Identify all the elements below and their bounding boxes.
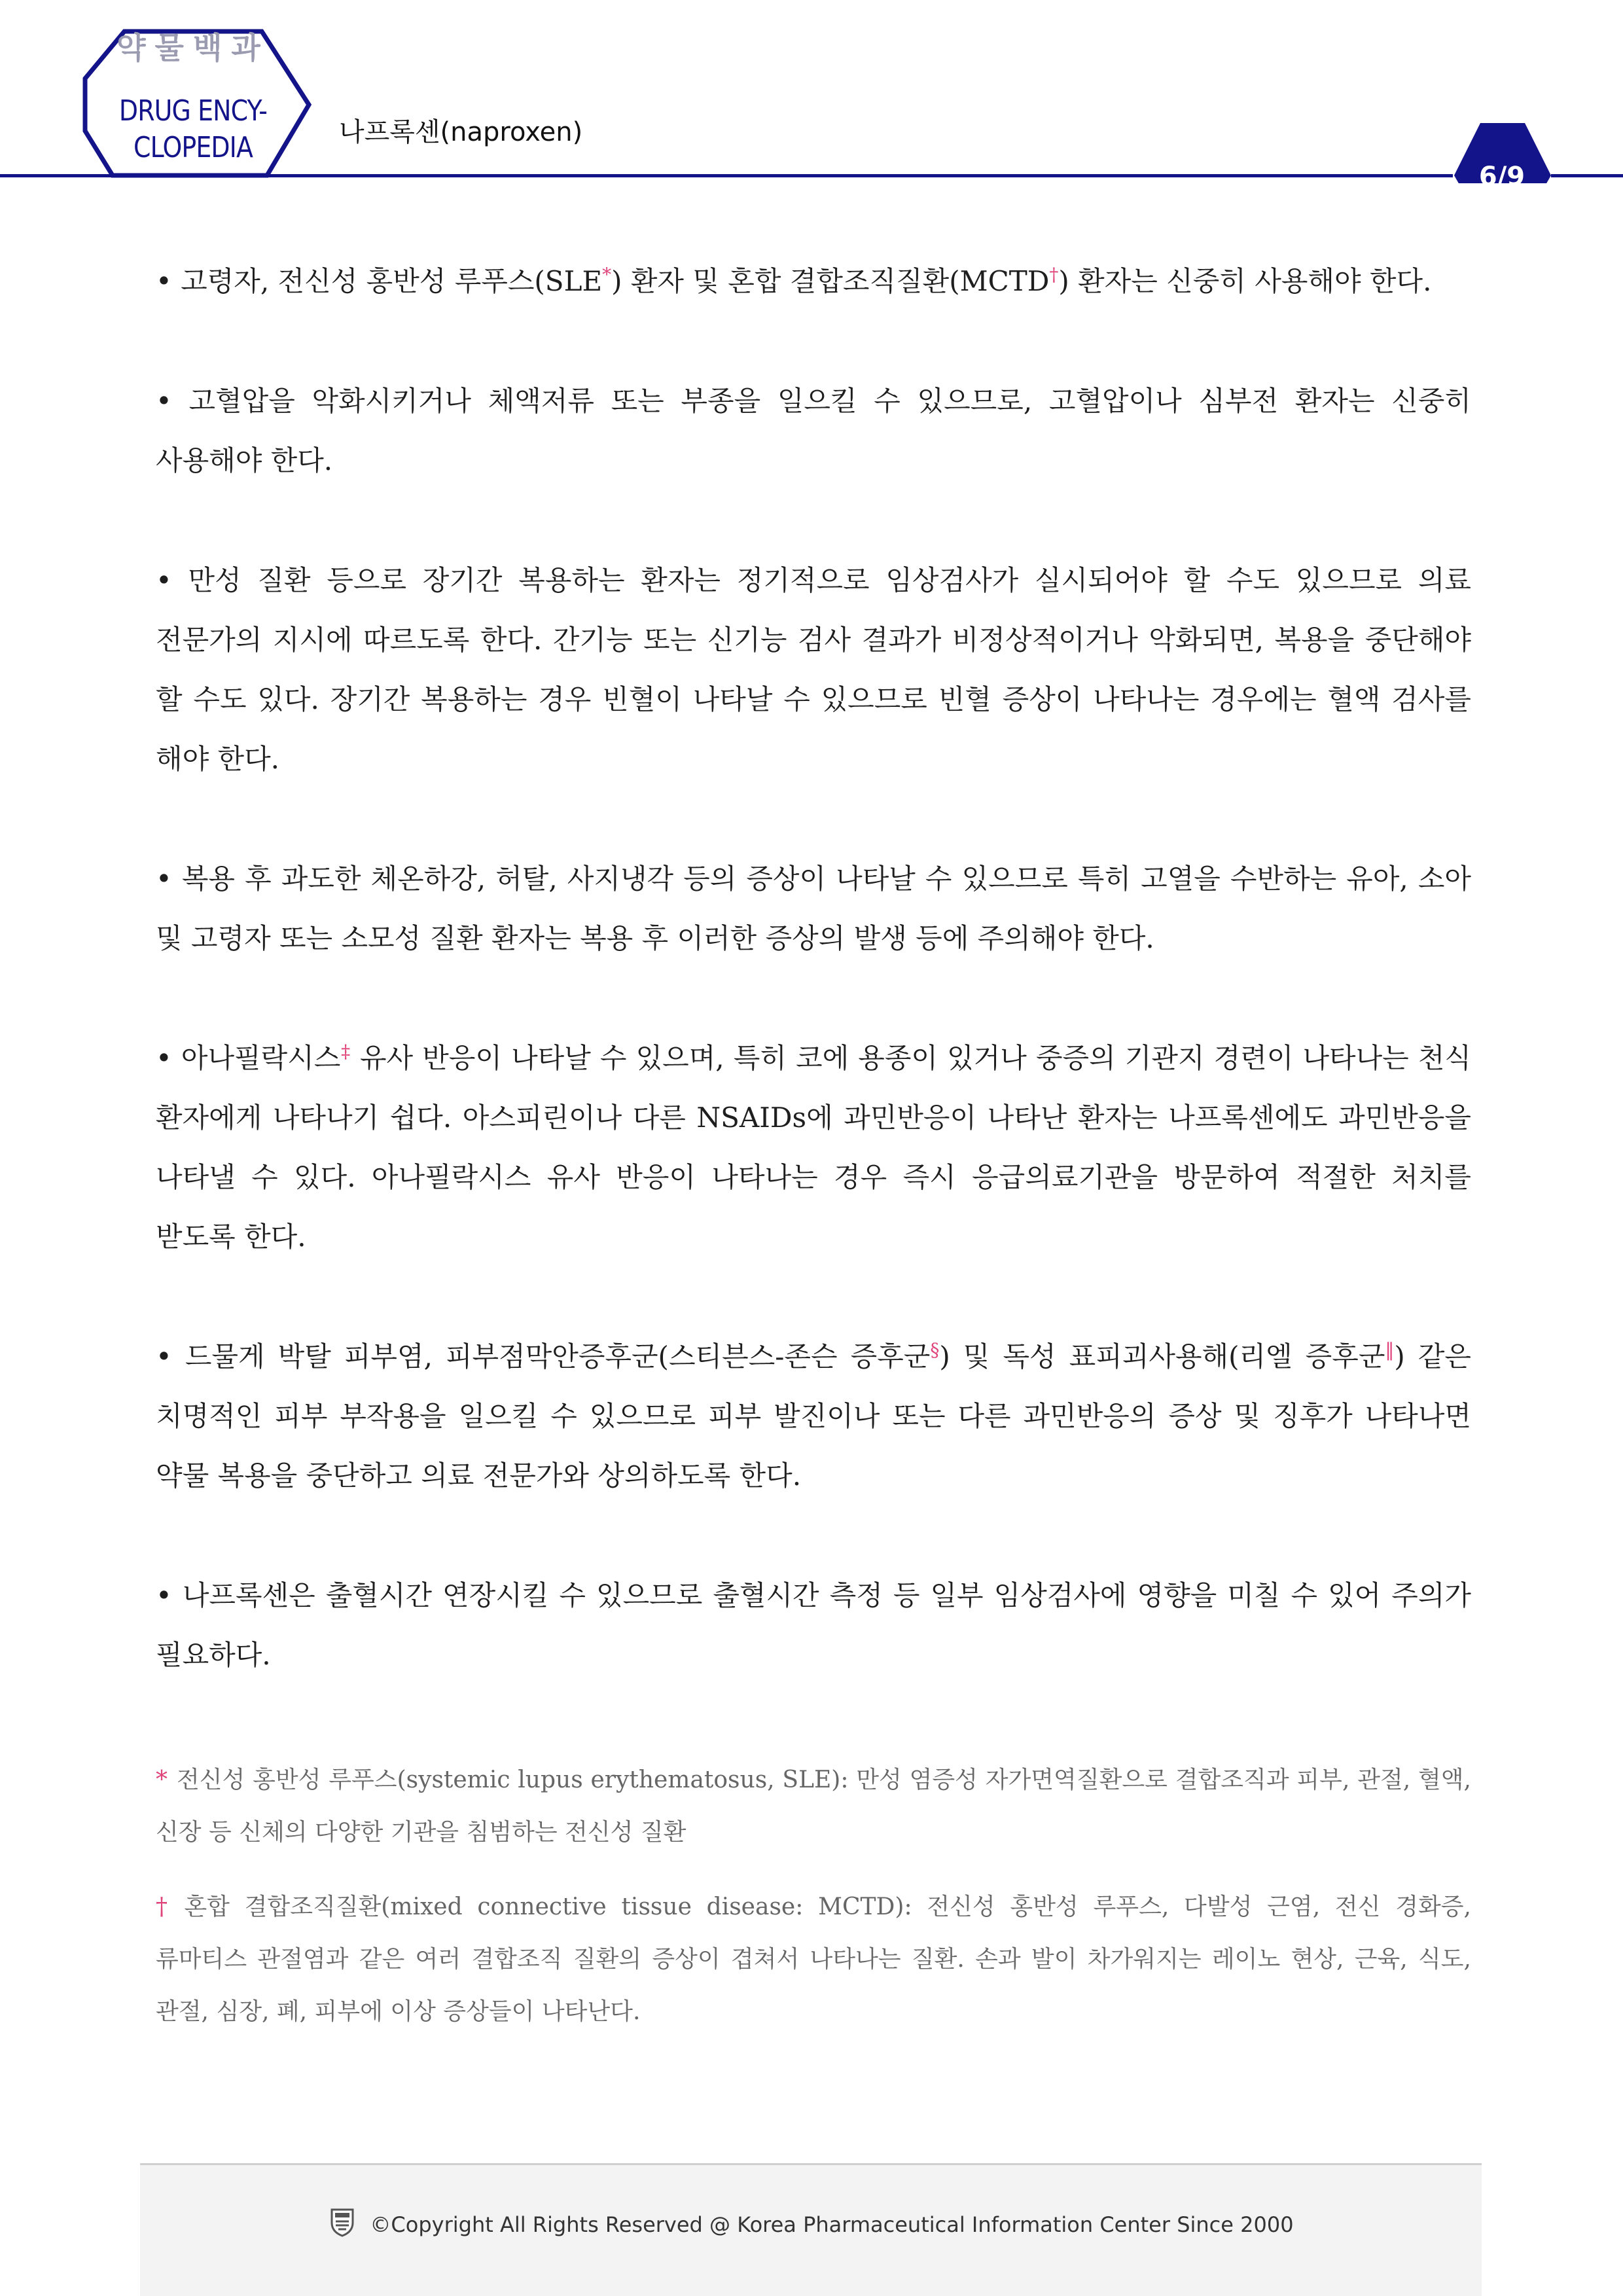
caution-paragraph-elderly-sle [156,251,1471,311]
footnote-mark: * [156,1767,168,1793]
paragraph-text: 고혈압을 악화시키거나 체액저류 또는 부종을 일으킬 수 있으므로, 고혈압이나 심부전 환자는 신중히 사용해야 한다. [156,385,1471,476]
page-header [0,0,1623,192]
header-rule-right [267,174,1453,177]
header-rule-end [1551,174,1623,177]
bullet: • [156,1579,172,1611]
footnote-text: 혼합 결합조직질환(mixed connective tissue disease: MCTD): 전신성 홍반성 루푸스, 다발성 근염, 전신 경화증, 류마티스 관절염과 같은 여러 결합조직 질환의 증상이 겹쳐서 나타나는 질환. 손과 발이 차가워지는 레이노 현상, 근육, 식도, 관절, 심장, 폐, 피부에 이상 증상들이 나타난다. [156,1893,1471,2025]
page-number: 6/9 [1478,162,1525,192]
caution-paragraph-anaphylaxis [156,1028,1471,1266]
footnote-ref-dagger: † [1049,264,1059,285]
caution-paragraph-hypothermia [156,849,1471,968]
logo-english-line2: CLOPEDIA [134,131,253,164]
footnote-mctd [156,1881,1471,2038]
header-rule-left [0,174,124,177]
paragraph-text: 고령자, 전신성 홍반성 루푸스(SLE [181,265,603,297]
paragraph-text: ) 환자는 신중히 사용해야 한다. [1058,265,1432,297]
caution-paragraph-hypertension [156,371,1471,490]
paragraph-text: ) 및 독성 표피괴사용해(리엘 증후군 [939,1340,1385,1372]
bullet: • [156,863,172,895]
page-footer [0,2207,1623,2242]
paragraph-text: 나프록센은 출혈시간 연장시킬 수 있으므로 출혈시간 측정 등 일부 임상검사에 영향을 미칠 수 있어 주의가 필요하다. [156,1579,1471,1671]
paragraph-text: 유사 반응이 나타날 수 있으며, 특히 코에 용종이 있거나 중증의 기관지 경련이 나타나는 천식 환자에게 나타나기 쉽다. 아스피린이나 다른 NSAIDs에 과민반응이 나타난 환자는 나프록센에도 과민반응을 나타낼 수 있다. 아나필락시스 유사 반응이 나타나는 경우 즉시 응급의료기관을 방문하여 적절한 처치를 받도록 한다. [156,1042,1471,1253]
footnote-sle [156,1754,1471,1859]
copyright-text: ©Copyright All Rights Reserved @ Korea Pharmaceutical Information Center Since 2000 [370,2212,1294,2237]
bullet: • [156,564,172,596]
footnote-ref-double-dagger: ‡ [340,1041,351,1062]
bullet: • [156,1340,172,1372]
logo-english-line1: DRUG ENCY- [118,94,268,128]
bullet: • [156,265,172,297]
bullet: • [156,385,172,417]
footnote-text: 전신성 홍반성 루푸스(systemic lupus erythematosus, SLE): 만성 염증성 자가면역질환으로 결합조직과 피부, 관절, 혈액, 신장 등 신체의 다양한 기관을 침범하는 전신성 질환 [156,1767,1471,1846]
paragraph-text: 복용 후 과도한 체온하강, 허탈, 사지냉각 등의 증상이 나타날 수 있으므로 특히 고열을 수반하는 유아, 소아 및 고령자 또는 소모성 질환 환자는 복용 후 이러한 증상의 발생 등에 주의해야 한다. [156,863,1471,954]
footnote-ref-asterisk: * [602,264,612,285]
paragraph-text: 아나필락시스 [181,1042,341,1074]
footnote-ref-parallel: ‖ [1385,1339,1395,1361]
footnote-ref-section: § [930,1339,940,1361]
paragraph-text: ) 환자 및 혼합 결합조직질환(MCTD [611,265,1050,297]
caution-paragraph-bleeding-time [156,1566,1471,1685]
kpic-shield-icon [329,2207,355,2242]
footnote-mark: † [156,1893,175,1920]
caution-paragraph-long-term-use [156,550,1471,789]
bullet: • [156,1042,172,1074]
paragraph-text: ) 같은 치명적인 피부 부작용을 일으킬 수 있으므로 피부 발진이나 또는 다른 과민반응의 증상 및 징후가 나타나면 약물 복용을 중단하고 의료 전문가와 상의하도록 한다. [156,1340,1472,1492]
paragraph-text: 만성 질환 등으로 장기간 복용하는 환자는 정기적으로 임상검사가 실시되어야 할 수도 있으므로 의료 전문가의 지시에 따르도록 한다. 간기능 또는 신기능 검사 결과가 비정상적이거나 악화되면, 복용을 중단해야 할 수도 있다. 장기간 복용하는 경우 빈혈이 나타날 수 있으므로 빈혈 증상이 나타나는 경우에는 혈액 검사를 해야 한다. [156,564,1471,775]
paragraph-text: 드물게 박탈 피부염, 피부점막안증후군(스티븐스-존슨 증후군 [185,1340,931,1372]
logo-korean: 약물백과 [116,30,270,65]
caution-paragraph-skin-reactions [156,1327,1471,1505]
footnotes [156,1754,1471,2060]
footer-divider [140,2163,1482,2165]
document-title: 나프록센(naproxen) [339,117,583,147]
main-content [156,251,1471,1745]
